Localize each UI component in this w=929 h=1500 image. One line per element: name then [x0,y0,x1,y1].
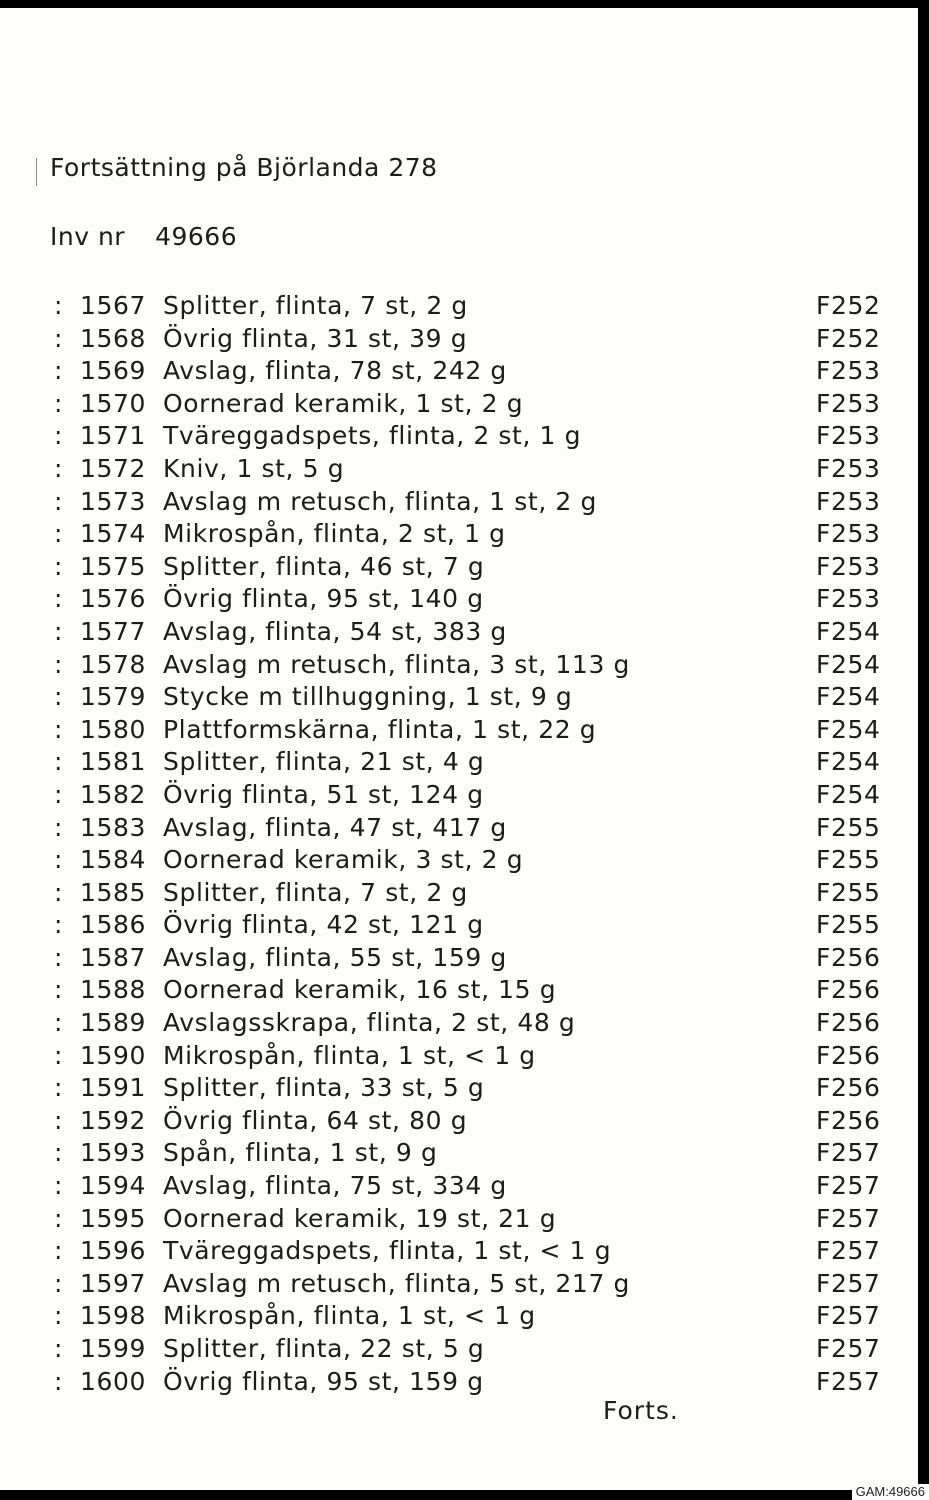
item-box-code: F257 [816,1236,881,1266]
list-item [50,1333,900,1366]
item-box-code: F254 [816,714,881,744]
list-item [50,877,900,910]
item-number: 1599 [80,1334,147,1363]
item-description: Splitter, flinta, 22 st, 5 g [163,1334,485,1363]
list-item [50,323,900,356]
card-title: Fortsättning på Björlanda 278 [50,153,438,182]
item-description: Tväreggadspets, flinta, 1 st, < 1 g [163,1236,612,1266]
item-colon: : [54,1008,64,1038]
item-description: Splitter, flinta, 21 st, 4 g [163,747,485,777]
item-box-code: F256 [816,942,881,972]
list-item [50,551,900,584]
item-colon: : [54,910,64,940]
item-box-code: F255 [816,910,881,940]
item-box-code: F253 [816,519,881,549]
margin-rule [36,158,37,186]
list-item [50,420,900,453]
item-description: Splitter, flinta, 7 st, 2 g [163,877,468,907]
item-colon: : [54,1171,64,1201]
item-description: Oornerad keramik, 3 st, 2 g [163,845,524,875]
item-description: Tväreggadspets, flinta, 2 st, 1 g [163,421,582,451]
item-box-code: F256 [816,1008,881,1038]
item-description: Mikrospån, flinta, 2 st, 1 g [163,519,506,549]
item-box-code: F252 [816,291,881,320]
item-number: 1591 [80,1073,147,1103]
list-item [50,779,900,812]
list-item [50,1268,900,1301]
list-item [50,1105,900,1138]
item-colon: : [54,453,64,483]
list-item [50,649,900,682]
item-description: Avslag, flinta, 75 st, 334 g [163,1171,507,1201]
item-description: Oornerad keramik, 19 st, 21 g [163,1203,557,1233]
item-number: 1567 [80,291,147,320]
item-box-code: F256 [816,1040,881,1070]
item-number: 1585 [80,877,147,907]
item-description: Spån, flinta, 1 st, 9 g [163,1138,438,1168]
item-colon: : [54,616,64,646]
item-number: 1594 [80,1171,147,1201]
item-description: Övrig flinta, 31 st, 39 g [163,323,468,353]
item-number: 1588 [80,975,147,1005]
item-colon: : [54,682,64,712]
list-item [50,1235,900,1268]
item-colon: : [54,649,64,679]
item-number: 1583 [80,812,147,842]
item-colon: : [54,1203,64,1233]
item-box-code: F252 [816,323,881,353]
item-description: Kniv, 1 st, 5 g [163,453,345,483]
item-description: Oornerad keramik, 16 st, 15 g [163,975,557,1005]
item-number: 1586 [80,910,147,940]
item-description: Splitter, flinta, 7 st, 2 g [163,291,468,320]
item-colon: : [54,877,64,907]
item-description: Oornerad keramik, 1 st, 2 g [163,388,524,418]
list-item [50,355,900,388]
item-number: 1590 [80,1040,147,1070]
item-number: 1596 [80,1236,147,1266]
item-description: Övrig flinta, 51 st, 124 g [163,779,484,809]
item-number: 1580 [80,714,147,744]
item-number: 1574 [80,519,147,549]
item-box-code: F253 [816,356,881,386]
list-item [50,1366,900,1399]
item-box-code: F253 [816,421,881,451]
item-box-code: F253 [816,388,881,418]
item-box-code: F254 [816,682,881,712]
list-item [50,1007,900,1040]
item-box-code: F257 [816,1366,881,1396]
item-colon: : [54,812,64,842]
item-list [50,290,900,1398]
item-box-code: F254 [816,649,881,679]
item-number: 1587 [80,942,147,972]
item-description: Avslag m retusch, flinta, 1 st, 2 g [163,486,597,516]
item-description: Avslag, flinta, 78 st, 242 g [163,356,507,386]
item-box-code: F253 [816,453,881,483]
inventory-label: Inv nr [50,222,126,251]
item-description: Avslag, flinta, 54 st, 383 g [163,616,507,646]
list-item [50,290,900,323]
item-box-code: F255 [816,877,881,907]
list-item [50,486,900,519]
item-box-code: F256 [816,975,881,1005]
list-item [50,1040,900,1073]
item-number: 1581 [80,747,147,777]
item-box-code: F257 [816,1334,881,1363]
item-box-code: F257 [816,1301,881,1331]
item-number: 1570 [80,388,147,418]
list-item [50,388,900,421]
item-number: 1577 [80,616,147,646]
item-colon: : [54,356,64,386]
list-item [50,616,900,649]
list-item [50,746,900,779]
item-box-code: F254 [816,747,881,777]
item-number: 1579 [80,682,147,712]
item-box-code: F257 [816,1268,881,1298]
list-item [50,714,900,747]
item-number: 1571 [80,421,147,451]
item-number: 1584 [80,845,147,875]
list-item [50,1203,900,1236]
item-description: Splitter, flinta, 46 st, 7 g [163,551,485,581]
item-number: 1582 [80,779,147,809]
list-item [50,681,900,714]
item-box-code: F254 [816,779,881,809]
inventory-value: 49666 [155,222,238,251]
item-box-code: F255 [816,845,881,875]
list-item [50,1137,900,1170]
list-item [50,974,900,1007]
list-item [50,1072,900,1105]
list-item [50,1170,900,1203]
list-item [50,453,900,486]
item-colon: : [54,942,64,972]
item-colon: : [54,519,64,549]
item-colon: : [54,747,64,777]
item-colon: : [54,584,64,614]
item-colon: : [54,1073,64,1103]
item-description: Stycke m tillhuggning, 1 st, 9 g [163,682,573,712]
item-number: 1589 [80,1008,147,1038]
item-colon: : [54,779,64,809]
item-box-code: F253 [816,584,881,614]
item-colon: : [54,1334,64,1363]
item-description: Avslagsskrapa, flinta, 2 st, 48 g [163,1008,576,1038]
item-colon: : [54,1040,64,1070]
item-number: 1575 [80,551,147,581]
item-number: 1595 [80,1203,147,1233]
item-description: Avslag, flinta, 47 st, 417 g [163,812,507,842]
item-description: Övrig flinta, 42 st, 121 g [163,910,484,940]
item-description: Övrig flinta, 95 st, 159 g [163,1366,484,1396]
list-item [50,844,900,877]
item-number: 1572 [80,453,147,483]
item-number: 1569 [80,356,147,386]
item-box-code: F256 [816,1073,881,1103]
item-number: 1600 [80,1366,147,1396]
archive-id-tag: GAM:49666 [852,1484,929,1500]
item-box-code: F257 [816,1203,881,1233]
item-description: Splitter, flinta, 33 st, 5 g [163,1073,485,1103]
item-description: Plattformskärna, flinta, 1 st, 22 g [163,714,597,744]
item-colon: : [54,1268,64,1298]
item-box-code: F255 [816,812,881,842]
item-number: 1576 [80,584,147,614]
list-item [50,1300,900,1333]
item-description: Avslag, flinta, 55 st, 159 g [163,942,507,972]
item-colon: : [54,388,64,418]
item-colon: : [54,714,64,744]
list-item [50,518,900,551]
item-colon: : [54,1301,64,1331]
item-description: Mikrospån, flinta, 1 st, < 1 g [163,1040,536,1070]
list-item [50,812,900,845]
item-colon: : [54,975,64,1005]
item-description: Avslag m retusch, flinta, 5 st, 217 g [163,1268,630,1298]
item-number: 1568 [80,323,147,353]
item-colon: : [54,1236,64,1266]
continued-note: Forts. [603,1396,679,1425]
item-description: Mikrospån, flinta, 1 st, < 1 g [163,1301,536,1331]
list-item [50,942,900,975]
item-colon: : [54,1105,64,1135]
item-number: 1598 [80,1301,147,1331]
item-colon: : [54,421,64,451]
item-colon: : [54,1138,64,1168]
item-box-code: F253 [816,551,881,581]
item-box-code: F253 [816,486,881,516]
item-description: Avslag m retusch, flinta, 3 st, 113 g [163,649,630,679]
item-box-code: F256 [816,1105,881,1135]
item-description: Övrig flinta, 95 st, 140 g [163,584,484,614]
item-colon: : [54,486,64,516]
item-colon: : [54,323,64,353]
item-number: 1597 [80,1268,147,1298]
inventory-number [50,222,237,251]
item-colon: : [54,291,64,320]
item-box-code: F257 [816,1138,881,1168]
item-box-code: F257 [816,1171,881,1201]
item-number: 1592 [80,1105,147,1135]
item-colon: : [54,845,64,875]
item-number: 1593 [80,1138,147,1168]
item-colon: : [54,551,64,581]
catalog-card [0,8,918,1490]
item-description: Övrig flinta, 64 st, 80 g [163,1105,468,1135]
item-box-code: F254 [816,616,881,646]
item-number: 1578 [80,649,147,679]
list-item [50,909,900,942]
list-item [50,583,900,616]
item-number: 1573 [80,486,147,516]
item-colon: : [54,1366,64,1396]
